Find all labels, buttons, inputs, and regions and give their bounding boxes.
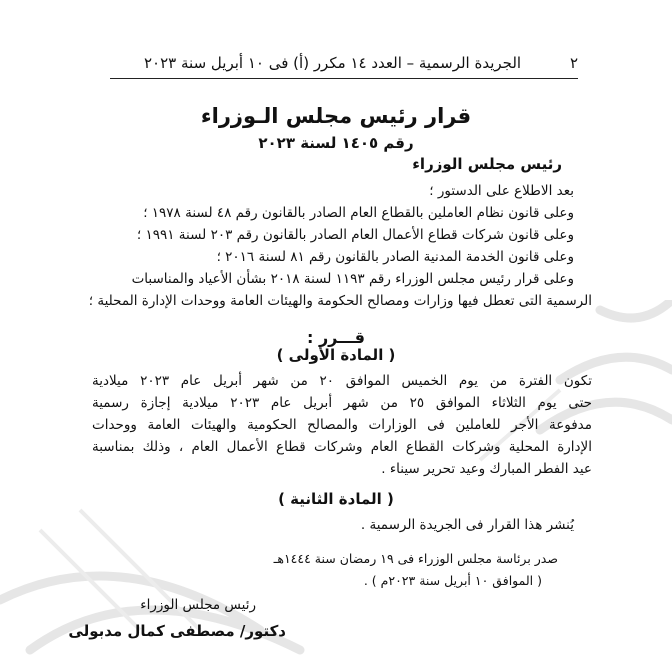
article-1-heading: ( المادة الأولى ) (276, 346, 396, 364)
article-1-line: مدفوعة الأجر للعاملين فى الوزارات والمصالح الحكومية والهيئات العامة ووحدات (92, 417, 592, 433)
preamble (88, 180, 592, 312)
article-1-line: عيد الفطر المبارك وعيد تحرير سيناء . (381, 461, 592, 477)
article-1-line: تكون الفترة من يوم الخميس الموافق ٢٠ من شهر أبريل عام ٢٠٢٣ ميلادية (92, 373, 592, 389)
issued-hijri-date: صدر برئاسة مجلس الوزراء فى ١٩ رمضان سنة ١٤٤٤هـ (273, 551, 558, 566)
issuance-statement (274, 548, 558, 592)
article-2-text (92, 514, 592, 536)
signature-block (68, 592, 286, 644)
decided-heading: قـــرر : (306, 328, 365, 347)
issuer-heading: رئيس مجلس الوزراء (412, 155, 562, 173)
signature-role: رئيس مجلس الوزراء (140, 597, 256, 613)
article-1-line: الإدارة المحلية وشركات القطاع العام وشركات قطاع الأعمال العام ، وذلك بمناسبة (92, 439, 592, 455)
preamble-line: الرسمية التى تعطل فيها وزارات ومصالح الحكومة والهيئات العامة ووحدات الإدارة المحلية ؛ (88, 293, 592, 309)
page-number: ٢ (569, 54, 578, 72)
running-title: الجريدة الرسمية – العدد ١٤ مكرر (أ) فى ١٠ أبريل سنة ٢٠٢٣ (144, 54, 522, 72)
issued-gregorian-date: ( الموافق ١٠ أبريل سنة ٢٠٢٣م ) . (363, 573, 542, 588)
page-header (110, 52, 578, 78)
decree-number: رقم ١٤٠٥ لسنة ٢٠٢٣ (258, 134, 414, 152)
decree-title: قرار رئيس مجلس الـوزراء (200, 104, 472, 128)
article-1-text (92, 370, 592, 480)
preamble-line: وعلى قانون الخدمة المدنية الصادر بالقانون رقم ٨١ لسنة ٢٠١٦ ؛ (216, 249, 574, 265)
preamble-line: وعلى قانون شركات قطاع الأعمال العام الصادر بالقانون رقم ٢٠٣ لسنة ١٩٩١ ؛ (136, 227, 574, 243)
preamble-line: بعد الاطلاع على الدستور ؛ (429, 183, 574, 199)
article-2-line: يُنشر هذا القرار فى الجريدة الرسمية . (360, 517, 574, 533)
article-2-heading: ( المادة الثانية ) (278, 490, 394, 508)
preamble-line: وعلى قانون نظام العاملين بالقطاع العام الصادر بالقانون رقم ٤٨ لسنة ١٩٧٨ ؛ (143, 205, 574, 221)
preamble-line: وعلى قرار رئيس مجلس الوزراء رقم ١١٩٣ لسنة ٢٠١٨ بشأن الأعياد والمناسبات (131, 271, 574, 287)
article-1-line: حتى يوم الثلاثاء الموافق ٢٥ من شهر أبريل عام ٢٠٢٣ ميلادية إجازة رسمية (92, 395, 592, 411)
header-rule (110, 78, 578, 79)
signature-name: دكتور/ مصطفى كمال مدبولى (68, 622, 286, 640)
